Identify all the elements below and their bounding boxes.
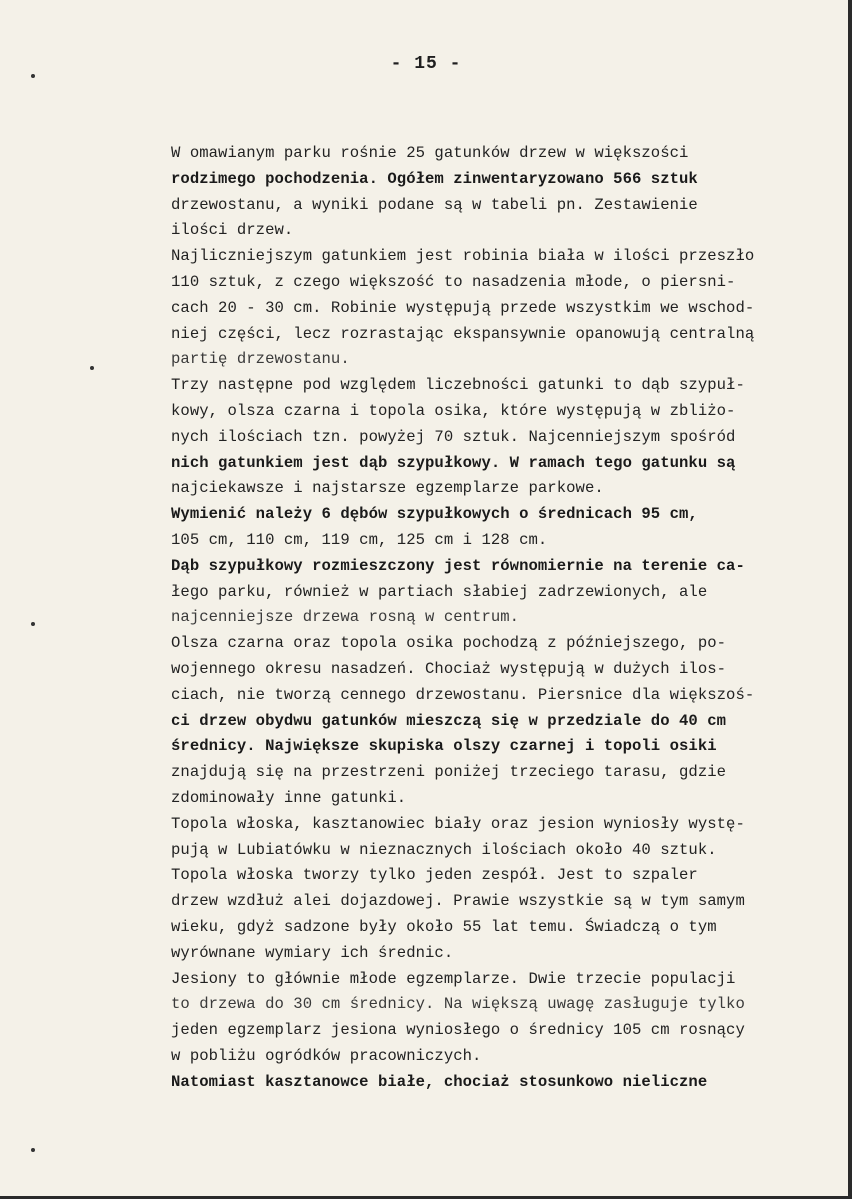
text-line: rodzimego pochodzenia. Ogółem zinwentaryzowano 566 sztuk <box>171 169 698 188</box>
text-line: ilości drzew. <box>171 221 294 240</box>
text-line: zdominowały inne gatunki. <box>171 788 407 807</box>
punch-hole-mark <box>31 1148 35 1152</box>
text-line: drzew wzdłuż alei dojazdowej. Prawie wszystkie są w tym samym <box>171 892 745 911</box>
text-line: Trzy następne pod względem liczebności gatunki to dąb szypuł- <box>171 376 745 395</box>
text-line: cach 20 - 30 cm. Robinie występują przede wszystkim we wschod- <box>171 298 755 317</box>
text-line: nych ilościach tzn. powyżej 70 sztuk. Najcenniejszym spośród <box>171 427 736 446</box>
text-line: 105 cm, 110 cm, 119 cm, 125 cm i 128 cm. <box>171 530 548 549</box>
text-line: niej części, lecz rozrastając ekspansywnie opanowują centralną <box>171 324 755 343</box>
text-line: partię drzewostanu. <box>171 350 350 369</box>
text-line: drzewostanu, a wyniki podane są w tabeli pn. Zestawienie <box>171 195 698 214</box>
text-line: jeden egzemplarz jesiona wyniosłego o średnicy 105 cm rosnący <box>171 1021 745 1040</box>
text-line: Olsza czarna oraz topola osika pochodzą z późniejszego, po- <box>171 634 727 653</box>
text-line: wojennego okresu nasadzeń. Chociaż występują w dużych ilos- <box>171 659 727 678</box>
text-line: najciekawsze i najstarsze egzemplarze parkowe. <box>171 479 604 498</box>
text-line: wyrównane wymiary ich średnic. <box>171 943 454 962</box>
text-line: ci drzew obydwu gatunków mieszczą się w przedziale do 40 cm <box>171 711 727 730</box>
page-number: - 15 - <box>390 54 462 74</box>
text-line: Topola włoska, kasztanowiec biały oraz jesion wyniosły wystę- <box>171 814 745 833</box>
text-line: nich gatunkiem jest dąb szypułkowy. W ramach tego gatunku są <box>171 453 736 472</box>
text-line: 110 sztuk, z czego większość to nasadzenia młode, o piersni- <box>171 272 736 291</box>
text-line: łego parku, również w partiach słabiej zadrzewionych, ale <box>171 582 708 601</box>
text-line: najcenniejsze drzewa rosną w centrum. <box>171 608 520 627</box>
punch-hole-mark <box>31 74 35 78</box>
punch-hole-mark <box>90 366 94 370</box>
text-line: wieku, gdyż sadzone były około 55 lat temu. Świadczą o tym <box>171 917 717 936</box>
text-line: ciach, nie tworzą cennego drzewostanu. Piersnice dla większoś- <box>171 685 755 704</box>
text-line: średnicy. Największe skupiska olszy czarnej i topoli osiki <box>171 737 717 756</box>
punch-hole-mark <box>31 622 35 626</box>
text-line: W omawianym parku rośnie 25 gatunków drzew w większości <box>171 144 689 162</box>
text-line: Dąb szypułkowy rozmieszczony jest równomiernie na terenie ca- <box>171 556 745 575</box>
text-line: Jesiony to głównie młode egzemplarze. Dwie trzecie populacji <box>171 969 736 988</box>
text-line: Natomiast kasztanowce białe, chociaż stosunkowo nieliczne <box>171 1072 708 1091</box>
text-line: znajdują się na przestrzeni poniżej trzeciego tarasu, gdzie <box>171 763 727 782</box>
text-line: Wymienić należy 6 dębów szypułkowych o średnicach 95 cm, <box>171 505 698 524</box>
text-line: Topola włoska tworzy tylko jeden zespół. Jest to szpaler <box>171 866 698 885</box>
text-line: w pobliżu ogródków pracowniczych. <box>171 1046 482 1065</box>
text-line: Najliczniejszym gatunkiem jest robinia biała w ilości przeszło <box>171 247 755 266</box>
body-text <box>171 141 821 1095</box>
text-line: to drzewa do 30 cm średnicy. Na większą uwagę zasługuje tylko <box>171 995 745 1014</box>
text-line: pują w Lubiatówku w nieznacznych ilościach około 40 sztuk. <box>171 840 717 859</box>
text-line: kowy, olsza czarna i topola osika, które występują w zbliżo- <box>171 401 736 420</box>
